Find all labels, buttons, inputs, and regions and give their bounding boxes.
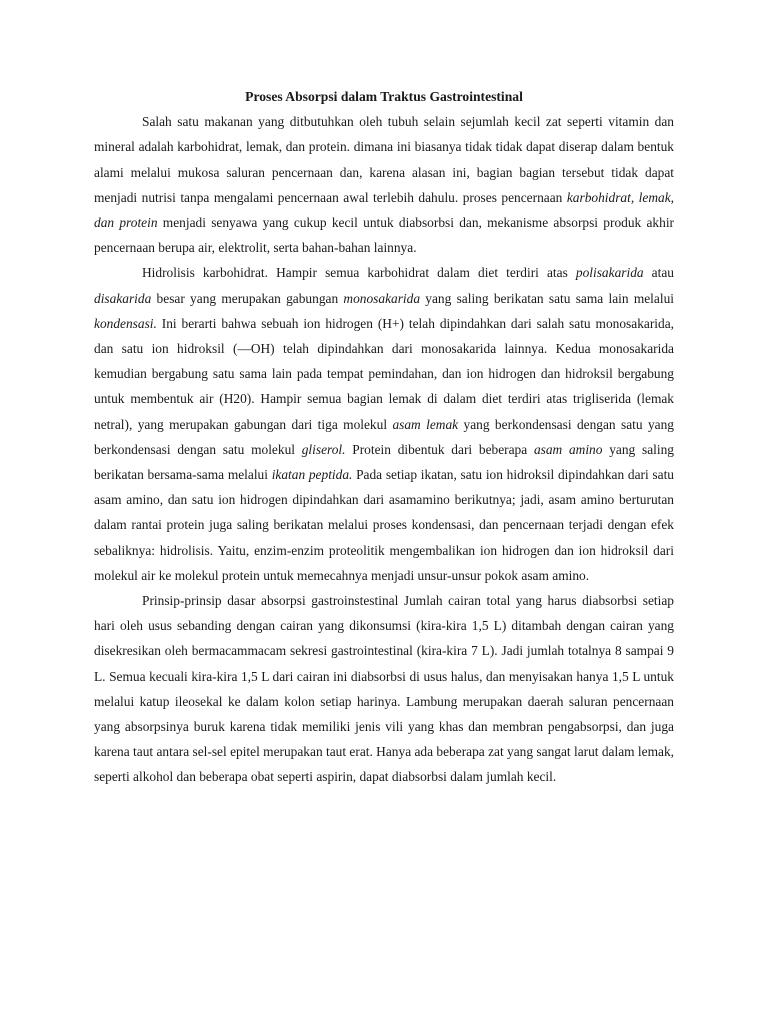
paragraph-text: yang saling berikatan bersama-sama melalui (94, 441, 674, 483)
paragraph-italic-text: asam amino (533, 441, 603, 457)
paragraph-hydrolysis (94, 260, 674, 588)
paragraph-text: Hidrolisis karbohidrat. Hampir semua karbohidrat dalam diet terdiri atas (142, 265, 576, 281)
paragraph-text: yang saling berikatan satu sama lain melalui (420, 290, 674, 306)
paragraph-text: yang berkondensasi dengan satu yang berkondensasi dengan satu molekul (94, 416, 675, 457)
paragraph-absorption-principles (94, 588, 674, 790)
paragraph-italic-text: gliserol. (301, 441, 346, 457)
paragraph-italic-text: monosakarida (343, 290, 421, 306)
paragraph-text: Salah satu makanan yang ditbutuhkan oleh tubuh selain sejumlah kecil zat seperti vitamin dan mineral adalah karbohidrat, lemak, dan protein. dimana ini biasanya tidak tidak dapat diserap dalam bentuk alami melalui mukosa saluran pencernaan dan, karena alasan ini, bagian bagian tersebut tidak dapat menjadi nutrisi tanpa mengalami pencernaan awal terlebih dahulu. proses pencernaan (94, 114, 674, 205)
paragraph-text: Protein dibentuk dari beberapa (345, 441, 534, 457)
paragraph-text: Ini berarti bahwa sebuah ion hidrogen (H+) telah dipindahkan dari salah satu monosakarida, dan satu ion hidroksil (—OH) telah dipindahkan dari monosakarida lainnya. Kedua monosakarida kemudian bergabung satu sama lain pada tempat pemindahan, dan ion hidrogen dan hidroksil bergabung untuk membentuk air (H20). Hampir semua bagian lemak di dalam diet terdiri atas trigliserida (lemak netral), yang merupakan gabungan dari tiga molekul (94, 315, 674, 432)
paragraph-text: menjadi senyawa yang cukup kecil untuk diabsorbsi dan, mekanisme absorpsi produk akhir pencernaan berupa air, elektrolit, serta bahan-bahan lainnya. (94, 215, 675, 256)
paragraph-italic-text: kondensasi. (94, 315, 157, 331)
paragraph-italic-text: karbohidrat, lemak, dan protein (94, 189, 674, 231)
paragraph-text: atau (643, 265, 674, 281)
paragraph-italic-text: polisakarida (575, 265, 644, 281)
paragraph-text: Pada setiap ikatan, satu ion hidroksil dipindahkan dari satu asam amino, dan satu ion hidrogen dipindahkan dari asamamino berikutnya; jadi, asam amino berturutan dalam rantai protein juga saling berikatan melalui proses kondensasi, dan pencernaan terjadi dengan efek sebaliknya: hidrolisis. Yaitu, enzim-enzim proteolitik mengembalikan ion hidrogen dan ion hidroksil dari molekul air ke molekul protein untuk memecahnya menjadi unsur-unsur pokok asam amino. (94, 467, 674, 583)
paragraph-intro (94, 109, 674, 260)
paragraph-italic-text: ikatan peptida. (271, 467, 353, 483)
document-title: Proses Absorpsi dalam Traktus Gastrointestinal (245, 89, 523, 104)
paragraph-text: Prinsip-prinsip dasar absorpsi gastroinstestinal Jumlah cairan total yang harus diabsorbsi setiap hari oleh usus sebanding dengan cairan yang dikonsumsi (kira-kira 1,5 L) ditambah dengan cairan yang disekresikan oleh bermacammacam sekresi gastrointestinal (kira-kira 7 L). Jadi jumlah totalnya 8 sampai 9 L. Semua kecuali kira-kira 1,5 L dari cairan ini diabsorbsi di usus halus, dan menyisakan hanya 1,5 L untuk melalui katup ileosekal ke dalam kolon setiap harinya. Lambung merupakan daerah saluran pencernaan yang absorpsinya buruk karena tidak memiliki jenis vili yang khas dan membran pengabsorpsi, dan juga karena taut antara sel-sel epitel merupakan taut erat. Hanya ada beberapa zat yang sangat larut dalam lemak, seperti alkohol dan beberapa obat seperti aspirin, dapat diabsorbsi dalam jumlah kecil. (94, 593, 674, 785)
paragraph-text: besar yang merupakan gabungan (151, 290, 344, 306)
paragraph-italic-text: asam lemak (392, 416, 459, 432)
paragraph-italic-text: disakarida (94, 290, 152, 306)
